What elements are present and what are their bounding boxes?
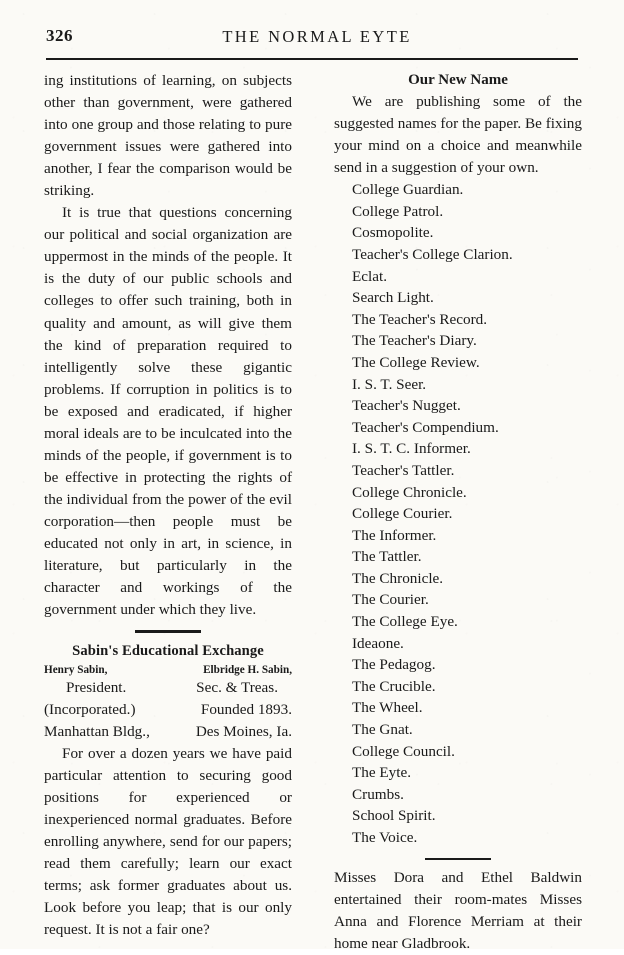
left-column	[44, 70, 292, 941]
list-item: College Patrol.	[352, 202, 444, 220]
sabin-advertisement	[44, 640, 292, 942]
advertisement-body: For over a dozen years we have paid particular attention to securing good positions for experienced or inexperienced normal graduates. Before enrolling anywhere, send for our papers; read them carefully; learn our exact terms; ask former graduates about us. Look before you leap; that is our only request. It is not a fair one?	[44, 744, 292, 939]
suggested-names-list	[334, 179, 582, 848]
founded-label: Founded 1893.	[200, 700, 292, 718]
list-item: The Crucible.	[352, 677, 436, 695]
list-item: Crumbs.	[352, 785, 404, 803]
list-item: The College Review.	[352, 353, 480, 371]
list-item: The Gnat.	[352, 721, 413, 739]
list-item: The Pedagog.	[352, 656, 436, 674]
officer-name-left: Henry Sabin,	[44, 663, 108, 676]
running-head	[46, 26, 578, 52]
list-item: Teacher's Compendium.	[352, 418, 499, 436]
advertisement-officer-names	[44, 663, 292, 677]
list-item: I. S. T. Seer.	[352, 375, 427, 393]
list-item: Teacher's Nugget.	[352, 397, 461, 415]
address-building: Manhattan Bldg.,	[44, 722, 150, 740]
advertisement-incorporation-line	[44, 699, 292, 721]
advertisement-address-line	[44, 721, 292, 743]
list-item: The Teacher's Diary.	[352, 332, 477, 350]
paragraph-intro: We are publishing some of the suggested names for the paper. Be fixing your mind on a choice and meanwhile send in a suggestion of your own.	[334, 93, 582, 177]
list-item: The Courier.	[352, 591, 429, 609]
list-item: The College Eye.	[352, 613, 458, 631]
paragraph-continuation: ing institutions of learning, on subjects other than government, were gathered into one group and those relating to pure government issues were gathered into another, I fear the comparison would be striking.	[44, 72, 292, 200]
incorporated-label: (Incorporated.)	[44, 700, 136, 718]
list-item: Cosmopolite.	[352, 224, 434, 242]
list-item: College Guardian.	[352, 181, 464, 199]
list-item: The Teacher's Record.	[352, 310, 488, 328]
list-item: I. S. T. C. Informer.	[352, 440, 471, 458]
section-heading-our-new-name: Our New Name	[408, 72, 508, 88]
officer-role-left: President.	[66, 678, 127, 696]
list-item: The Eyte.	[352, 764, 412, 782]
list-item: The Chronicle.	[352, 569, 444, 587]
officer-role-right: Sec. & Treas.	[196, 678, 278, 696]
section-divider-rule	[135, 630, 201, 633]
advertisement-title: Sabin's Educational Exchange	[72, 642, 264, 659]
paragraph-civic-education: It is true that questions concerning our political and social organization are uppermost in the minds of the people. It is the duty of our public schools and colleges to offer such training, both in quality and amount, as will give them the kind of preparation required to intelligently solve these gigantic problems. If corruption in politics is to be exposed and eradicated, if higher moral ideals are to be inculcated into the minds of the people, if government is to be effective in protecting the rights of the individual from the power of the evil corporation—then people must be educated not only in art, in science, in literature, but particularly in the character and workings of the government under which they live.	[44, 204, 292, 619]
page-number: 326	[46, 26, 73, 45]
list-item: The Voice.	[352, 829, 418, 846]
list-item: Teacher's Tattler.	[352, 461, 455, 479]
list-item: Eclat.	[352, 267, 387, 285]
list-item: The Informer.	[352, 526, 437, 544]
list-item: The Tattler.	[352, 548, 422, 566]
list-item: College Council.	[352, 742, 455, 760]
header-rule	[46, 58, 578, 60]
list-item: School Spirit.	[352, 807, 436, 825]
list-item: Search Light.	[352, 289, 434, 307]
publication-title: THE NORMAL EYTE	[222, 27, 412, 46]
right-column	[334, 70, 582, 955]
list-item: Ideaone.	[352, 634, 404, 652]
list-item: College Courier.	[352, 505, 453, 523]
address-city: Des Moines, Ia.	[195, 722, 292, 740]
officer-name-right: Elbridge H. Sabin,	[203, 663, 292, 676]
section-divider-rule	[425, 858, 491, 861]
list-item: Teacher's College Clarion.	[352, 245, 513, 263]
advertisement-officer-roles	[44, 677, 292, 699]
list-item: The Wheel.	[352, 699, 423, 717]
paragraph-closing-note: Misses Dora and Ethel Baldwin entertained their room-mates Misses Anna and Florence Merriam at their home near Gladbrook.	[334, 869, 582, 953]
list-item: College Chronicle.	[352, 483, 467, 501]
